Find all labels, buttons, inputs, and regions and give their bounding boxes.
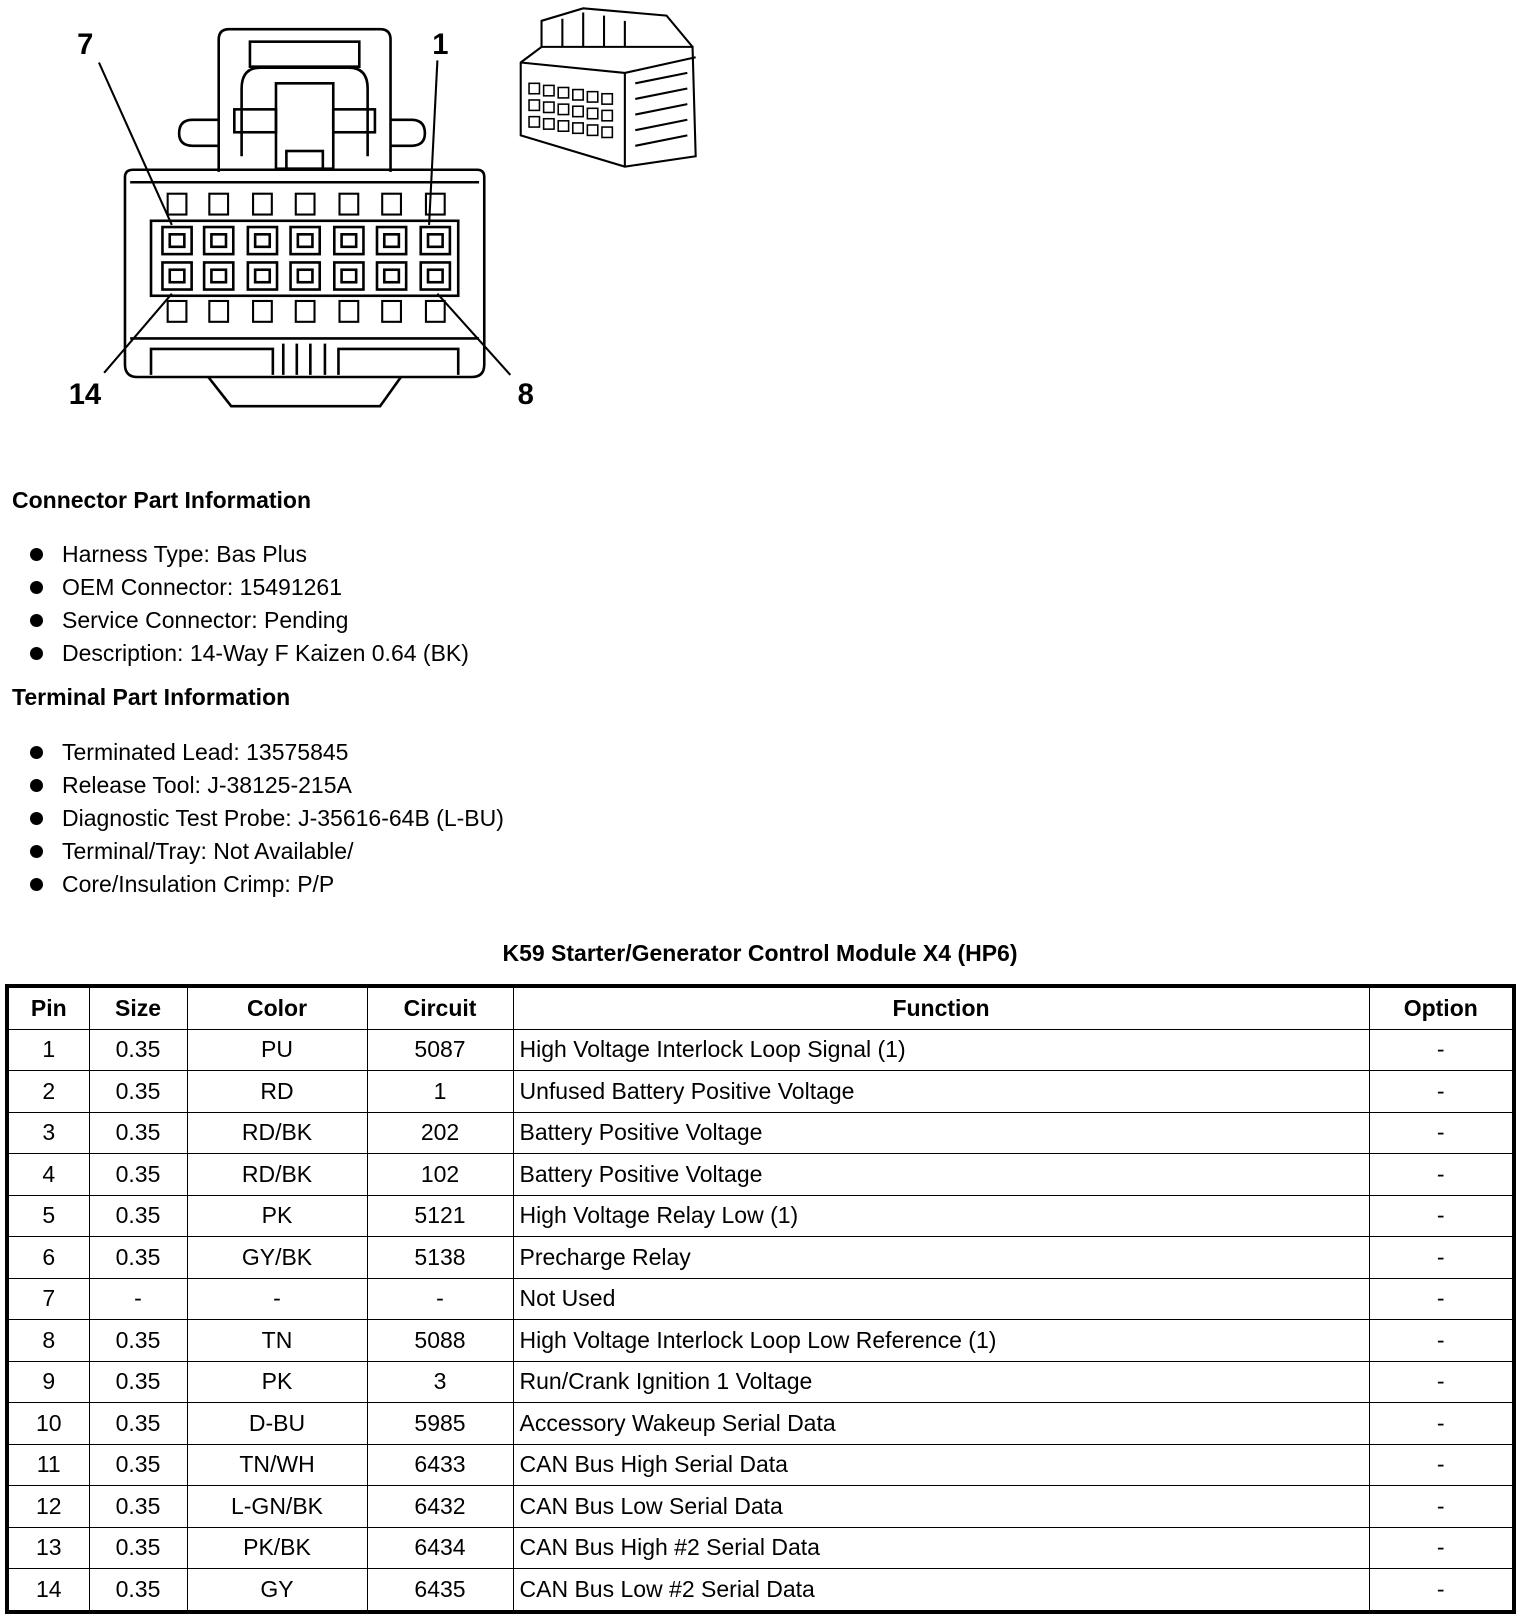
cell-color: - (187, 1278, 367, 1320)
cell-option: - (1369, 1403, 1514, 1445)
cell-size: 0.35 (89, 1527, 187, 1569)
cell-size: 0.35 (89, 1029, 187, 1071)
pin-cavity (291, 227, 320, 254)
cell-circuit: 5121 (367, 1195, 513, 1237)
connector-info-heading: Connector Part Information (12, 487, 312, 513)
cell-pin: 9 (7, 1361, 89, 1403)
cell-option: - (1369, 1195, 1514, 1237)
pin-cavity (421, 227, 450, 254)
cell-pin: 10 (7, 1403, 89, 1445)
cell-size: 0.35 (89, 1071, 187, 1113)
cell-option: - (1369, 1361, 1514, 1403)
cell-size: 0.35 (89, 1320, 187, 1362)
cell-color: D-BU (187, 1403, 367, 1445)
table-row (7, 1444, 1514, 1486)
cell-color: GY/BK (187, 1237, 367, 1279)
column-header: Size (89, 986, 187, 1029)
cell-circuit: 6434 (367, 1527, 513, 1569)
cell-option: - (1369, 1486, 1514, 1528)
table-row (7, 1527, 1514, 1569)
pinout-table (5, 984, 1516, 1614)
connector-face-diagram (0, 0, 729, 427)
pin-cavity (421, 262, 450, 289)
pin-label-1: 1 (432, 29, 449, 62)
pin-cavity (334, 227, 363, 254)
cell-color: PK/BK (187, 1527, 367, 1569)
cell-option: - (1369, 1527, 1514, 1569)
table-row (7, 1195, 1514, 1237)
cell-color: GY (187, 1569, 367, 1612)
pin-cavity (204, 227, 233, 254)
lock-window (382, 194, 401, 215)
pin-label-14: 14 (68, 379, 102, 412)
lock-window (382, 301, 401, 322)
connector-latch (179, 29, 425, 172)
cell-pin: 4 (7, 1154, 89, 1196)
column-header: Pin (7, 986, 89, 1029)
pin-label-7: 7 (77, 29, 94, 62)
table-row (7, 1071, 1514, 1113)
cell-function: Accessory Wakeup Serial Data (513, 1403, 1369, 1445)
cell-function: High Voltage Relay Low (1) (513, 1195, 1369, 1237)
cell-option: - (1369, 1112, 1514, 1154)
cell-function: CAN Bus High #2 Serial Data (513, 1527, 1369, 1569)
cell-size: 0.35 (89, 1569, 187, 1612)
table-row (7, 1486, 1514, 1528)
cell-color: PK (187, 1195, 367, 1237)
lock-window (209, 301, 228, 322)
cell-size: 0.35 (89, 1154, 187, 1196)
pin-cavity-inner (298, 270, 313, 282)
cell-function: CAN Bus Low Serial Data (513, 1486, 1369, 1528)
pin-cavity (204, 262, 233, 289)
cell-function: Run/Crank Ignition 1 Voltage (513, 1361, 1369, 1403)
pin-cavity-inner (342, 270, 357, 282)
table-row (7, 1569, 1514, 1612)
info-list-item: Core/Insulation Crimp: P/P (30, 868, 504, 901)
cell-circuit: 202 (367, 1112, 513, 1154)
info-list-item: Service Connector: Pending (30, 604, 469, 637)
cell-circuit: 5088 (367, 1320, 513, 1362)
lock-window (209, 194, 228, 215)
table-row (7, 1112, 1514, 1154)
cell-color: TN (187, 1320, 367, 1362)
table-row (7, 1320, 1514, 1362)
cell-function: Not Used (513, 1278, 1369, 1320)
cell-option: - (1369, 1320, 1514, 1362)
cell-color: PU (187, 1029, 367, 1071)
cell-size: 0.35 (89, 1444, 187, 1486)
cell-size: 0.35 (89, 1237, 187, 1279)
cell-pin: 14 (7, 1569, 89, 1612)
cell-color: RD (187, 1071, 367, 1113)
table-row (7, 1361, 1514, 1403)
table-row (7, 1154, 1514, 1196)
cell-function: CAN Bus Low #2 Serial Data (513, 1569, 1369, 1612)
terminal-info-list (30, 736, 504, 901)
pin-cavity (377, 227, 406, 254)
pin-cavity (162, 227, 191, 254)
table-row (7, 1403, 1514, 1445)
cell-size: 0.35 (89, 1486, 187, 1528)
pin-label-8: 8 (517, 379, 534, 412)
pin-cavity-inner (428, 270, 443, 282)
lock-window (253, 301, 272, 322)
cell-pin: 12 (7, 1486, 89, 1528)
pin-cavity-inner (298, 234, 313, 246)
connector-isometric-view (521, 8, 696, 166)
cell-color: L-GN/BK (187, 1486, 367, 1528)
pin-cavity (291, 262, 320, 289)
pin-cavity-inner (342, 234, 357, 246)
cell-color: RD/BK (187, 1154, 367, 1196)
cell-circuit: 5138 (367, 1237, 513, 1279)
cell-option: - (1369, 1237, 1514, 1279)
info-list-item: OEM Connector: 15491261 (30, 571, 469, 604)
pin-cavity-inner (384, 234, 399, 246)
pin-cavity (377, 262, 406, 289)
cell-circuit: 1 (367, 1071, 513, 1113)
column-header: Option (1369, 986, 1514, 1029)
column-header: Circuit (367, 986, 513, 1029)
pin-cavity-inner (255, 234, 270, 246)
cell-option: - (1369, 1071, 1514, 1113)
info-list-item: Release Tool: J-38125-215A (30, 769, 504, 802)
info-list-item: Harness Type: Bas Plus (30, 538, 469, 571)
cell-circuit: 3 (367, 1361, 513, 1403)
lock-window (340, 194, 359, 215)
pin-cavity-inner (211, 234, 226, 246)
cell-option: - (1369, 1569, 1514, 1612)
cell-function: Precharge Relay (513, 1237, 1369, 1279)
lock-window (426, 301, 445, 322)
cell-size: 0.35 (89, 1403, 187, 1445)
cell-circuit: 5087 (367, 1029, 513, 1071)
cell-option: - (1369, 1444, 1514, 1486)
cell-pin: 6 (7, 1237, 89, 1279)
cell-pin: 1 (7, 1029, 89, 1071)
table-row (7, 1237, 1514, 1279)
cell-circuit: 102 (367, 1154, 513, 1196)
cell-function: Unfused Battery Positive Voltage (513, 1071, 1369, 1113)
cell-pin: 5 (7, 1195, 89, 1237)
cell-function: High Voltage Interlock Loop Low Reference (1) (513, 1320, 1369, 1362)
cell-color: RD/BK (187, 1112, 367, 1154)
pin-cavity-inner (170, 234, 185, 246)
cell-function: Battery Positive Voltage (513, 1154, 1369, 1196)
pin-cavity (248, 227, 277, 254)
terminal-info-heading: Terminal Part Information (12, 684, 291, 710)
table-row (7, 1029, 1514, 1071)
pin-cavity (334, 262, 363, 289)
cell-size: 0.35 (89, 1112, 187, 1154)
pin-cavity (248, 262, 277, 289)
lock-window (340, 301, 359, 322)
info-list-item: Terminated Lead: 13575845 (30, 736, 504, 769)
leader-lines (99, 60, 510, 375)
pin-cavity (162, 262, 191, 289)
cell-pin: 8 (7, 1320, 89, 1362)
cell-pin: 2 (7, 1071, 89, 1113)
cell-function: CAN Bus High Serial Data (513, 1444, 1369, 1486)
cell-size: 0.35 (89, 1361, 187, 1403)
cell-size: - (89, 1278, 187, 1320)
pin-cavities (162, 194, 449, 322)
cell-circuit: 6435 (367, 1569, 513, 1612)
pin-cavity-inner (384, 270, 399, 282)
cell-pin: 3 (7, 1112, 89, 1154)
cell-pin: 11 (7, 1444, 89, 1486)
cell-pin: 7 (7, 1278, 89, 1320)
cell-pin: 13 (7, 1527, 89, 1569)
table-header-row (7, 986, 1514, 1029)
cell-function: High Voltage Interlock Loop Signal (1) (513, 1029, 1369, 1071)
cell-circuit: 5985 (367, 1403, 513, 1445)
table-row (7, 1278, 1514, 1320)
info-list-item: Diagnostic Test Probe: J-35616-64B (L-BU) (30, 802, 504, 835)
table-title: K59 Starter/Generator Control Module X4 (HP6) (502, 940, 1018, 966)
connector-info-list (30, 538, 469, 670)
pin-cavity-inner (255, 270, 270, 282)
lock-window (253, 194, 272, 215)
info-list-item: Description: 14-Way F Kaizen 0.64 (BK) (30, 637, 469, 670)
lock-window (168, 194, 187, 215)
column-header: Function (513, 986, 1369, 1029)
pin-cavity-inner (211, 270, 226, 282)
cell-circuit: 6433 (367, 1444, 513, 1486)
cell-function: Battery Positive Voltage (513, 1112, 1369, 1154)
cell-option: - (1369, 1278, 1514, 1320)
pin-cavity-inner (170, 270, 185, 282)
cell-circuit: - (367, 1278, 513, 1320)
column-header: Color (187, 986, 367, 1029)
pin-cavity-inner (428, 234, 443, 246)
lock-window (296, 194, 315, 215)
cell-option: - (1369, 1029, 1514, 1071)
cell-option: - (1369, 1154, 1514, 1196)
lock-window (168, 301, 187, 322)
cell-size: 0.35 (89, 1195, 187, 1237)
info-list-item: Terminal/Tray: Not Available/ (30, 835, 504, 868)
cell-color: TN/WH (187, 1444, 367, 1486)
cell-color: PK (187, 1361, 367, 1403)
lock-window (296, 301, 315, 322)
cell-circuit: 6432 (367, 1486, 513, 1528)
